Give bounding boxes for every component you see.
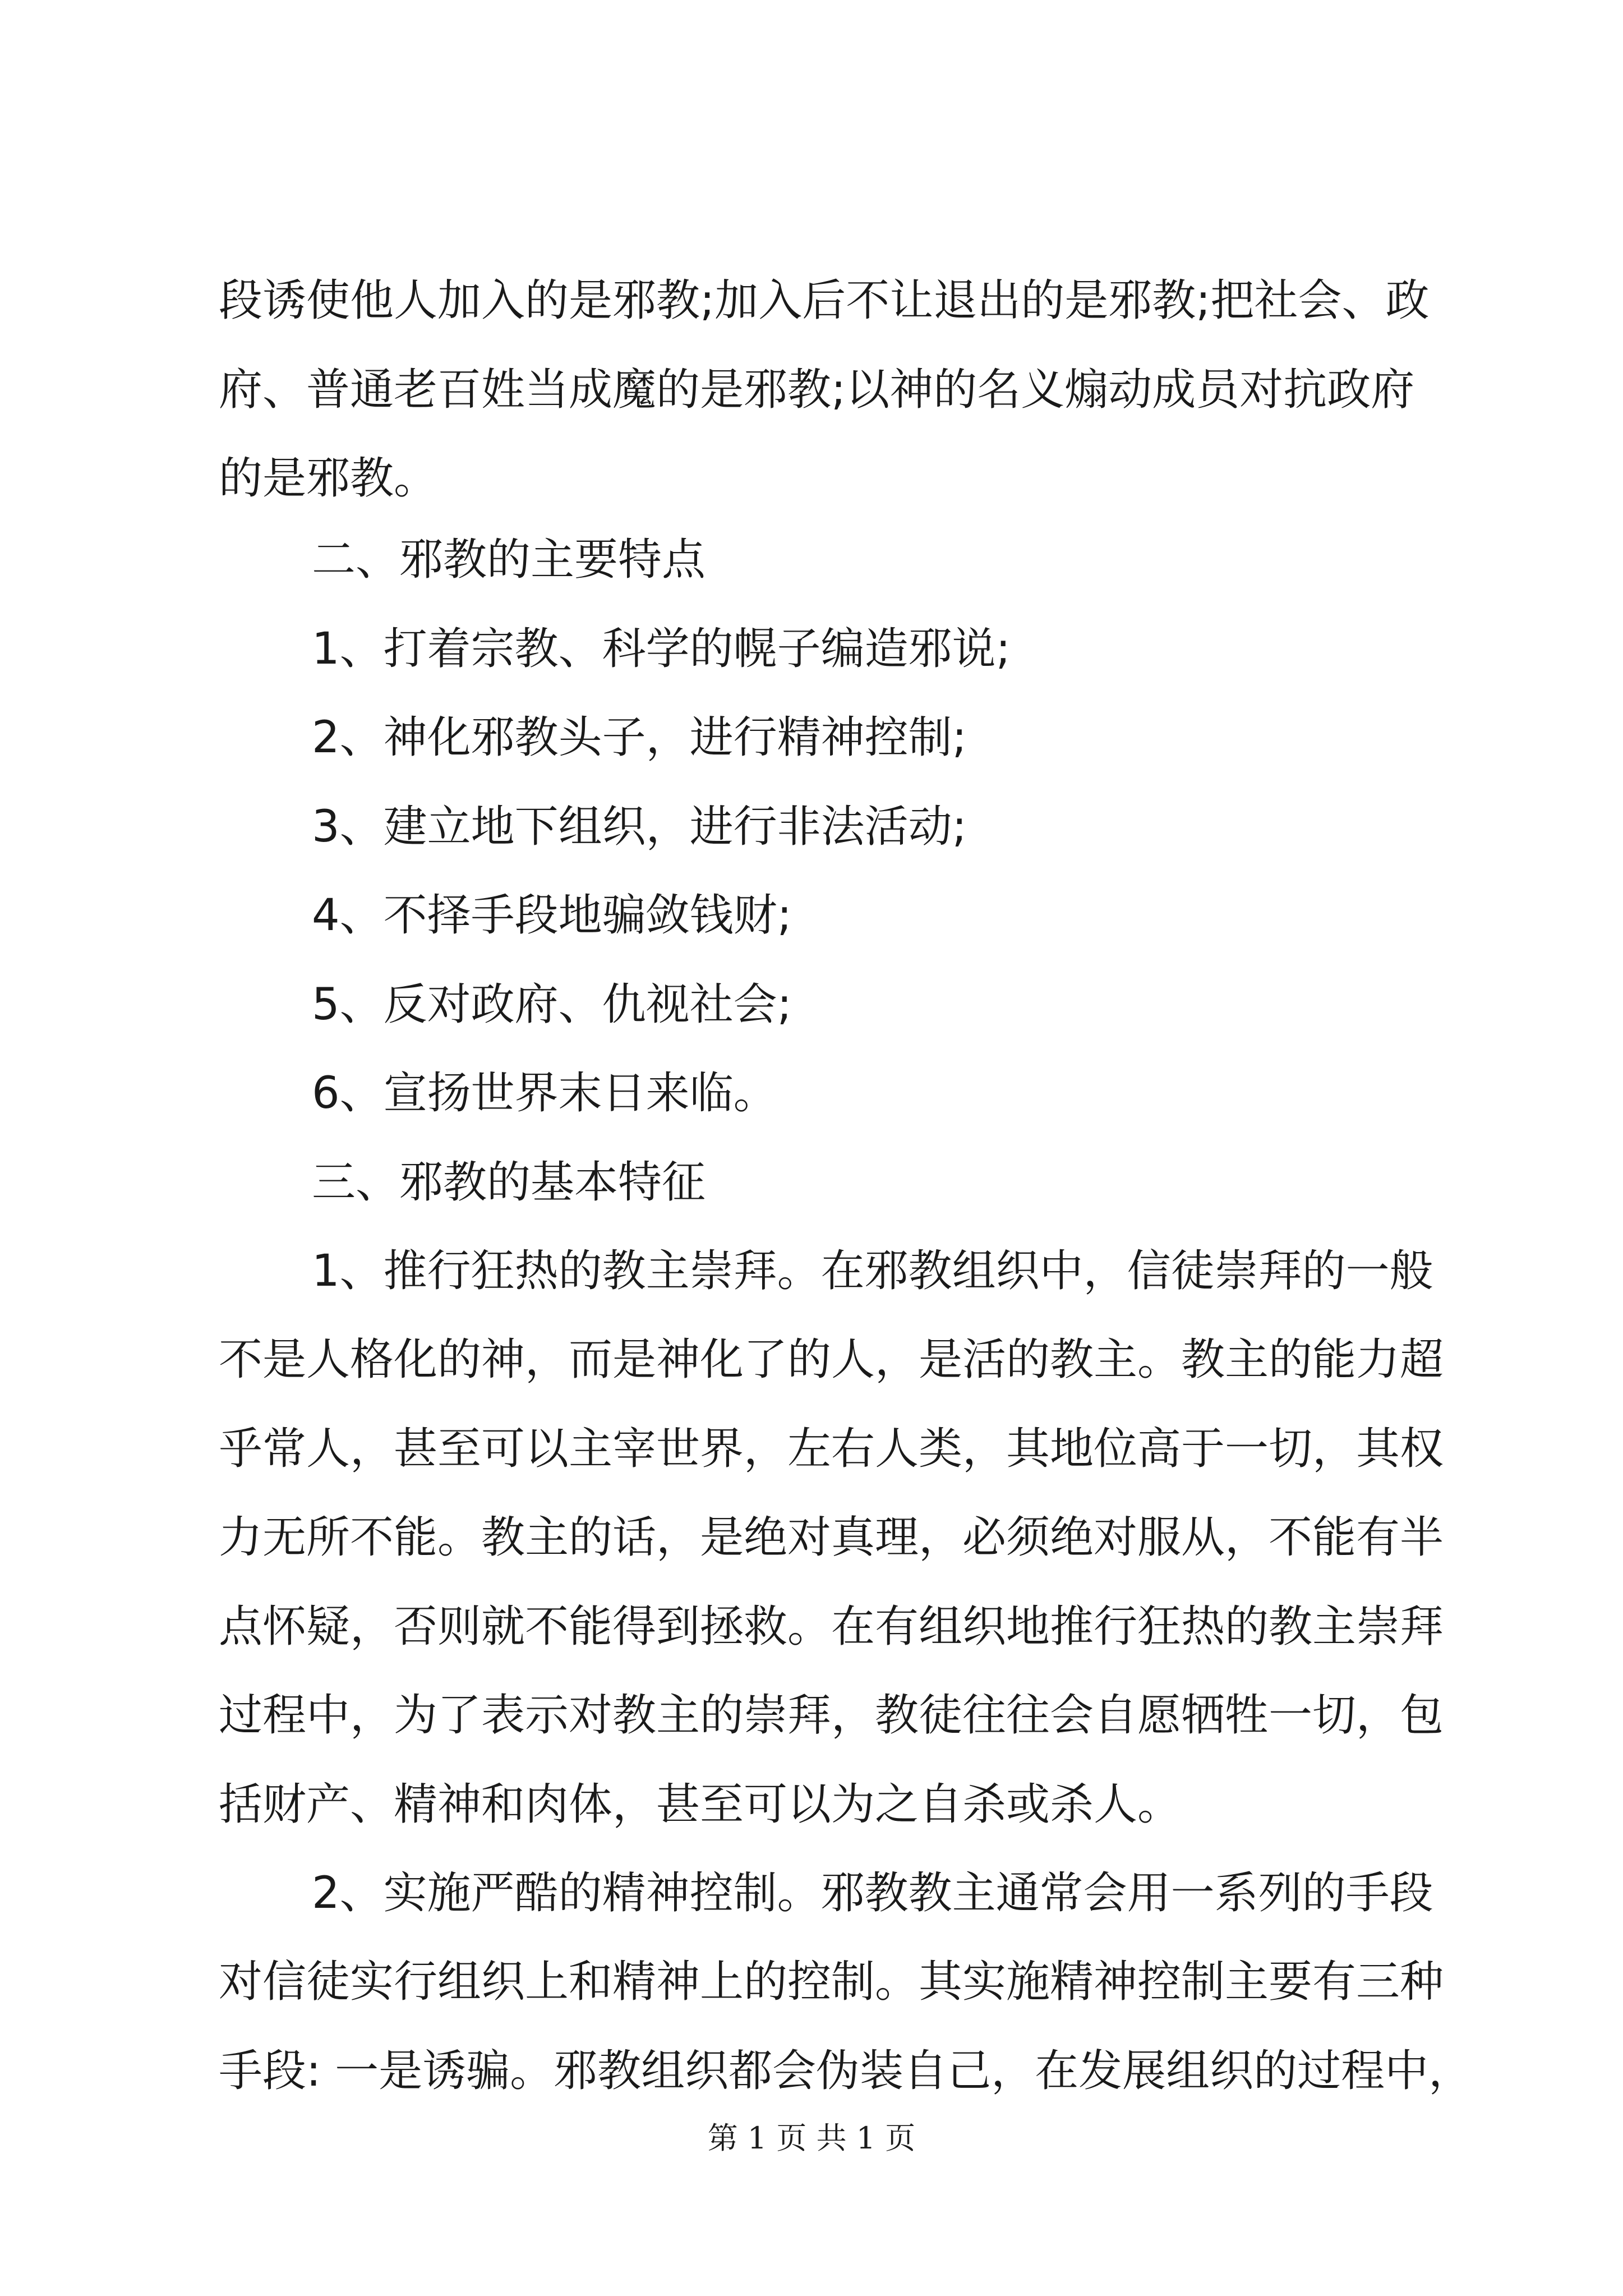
paragraph-1-line-1: 1、推行狂热的教主崇拜。在邪教组织中，信徒崇拜的一般 [312,1246,1433,1296]
list-item-5: 5、反对政府、仇视社会; [312,979,792,1030]
paragraph-2-line-1: 2、实施严酷的精神控制。邪教教主通常会用一系列的手段 [312,1868,1433,1918]
paragraph-1-line-7: 括财产、精神和肉体，甚至可以为之自杀或杀人。 [219,1779,1182,1830]
text-line-1: 段诱使他人加入的是邪教;加入后不让退出的是邪教;把社会、政 [219,275,1430,326]
page-footer: 第 1 页 共 1 页 [707,2120,916,2156]
paragraph-2-line-3: 手段: 一是诱骗。邪教组织都会伪装自己，在发展组织的过程中， [219,2046,1473,2096]
paragraph-2-line-2: 对信徒实行组织上和精神上的控制。其实施精神控制主要有三种 [219,1957,1444,2007]
paragraph-1-line-4: 力无所不能。教主的话，是绝对真理，必须绝对服从，不能有半 [219,1512,1444,1563]
text-line-2: 府、普通老百姓当成魔的是邪教;以神的名义煽动成员对抗政府 [219,365,1415,415]
text-line-3: 的是邪教。 [219,453,438,504]
list-item-1: 1、打着宗教、科学的幌子编造邪说; [312,624,1011,674]
section-heading-3: 三、邪教的基本特征 [312,1157,706,1208]
list-item-2: 2、神化邪教头子，进行精神控制; [312,712,967,763]
paragraph-1-line-2: 不是人格化的神，而是神化了的人，是活的教主。教主的能力超 [219,1335,1444,1385]
list-item-6: 6、宣扬世界末日来临。 [312,1068,777,1119]
paragraph-1-line-6: 过程中，为了表示对教主的崇拜，教徒往往会自愿牺牲一切，包 [219,1690,1444,1741]
section-heading-2: 二、邪教的主要特点 [312,535,706,585]
list-item-3: 3、建立地下组织，进行非法活动; [312,802,967,852]
paragraph-1-line-3: 乎常人，甚至可以主宰世界，左右人类，其地位高于一切，其权 [219,1424,1444,1474]
list-item-4: 4、不择手段地骗敛钱财; [312,890,792,941]
paragraph-1-line-5: 点怀疑，否则就不能得到拯救。在有组织地推行狂热的教主崇拜 [219,1602,1444,1652]
